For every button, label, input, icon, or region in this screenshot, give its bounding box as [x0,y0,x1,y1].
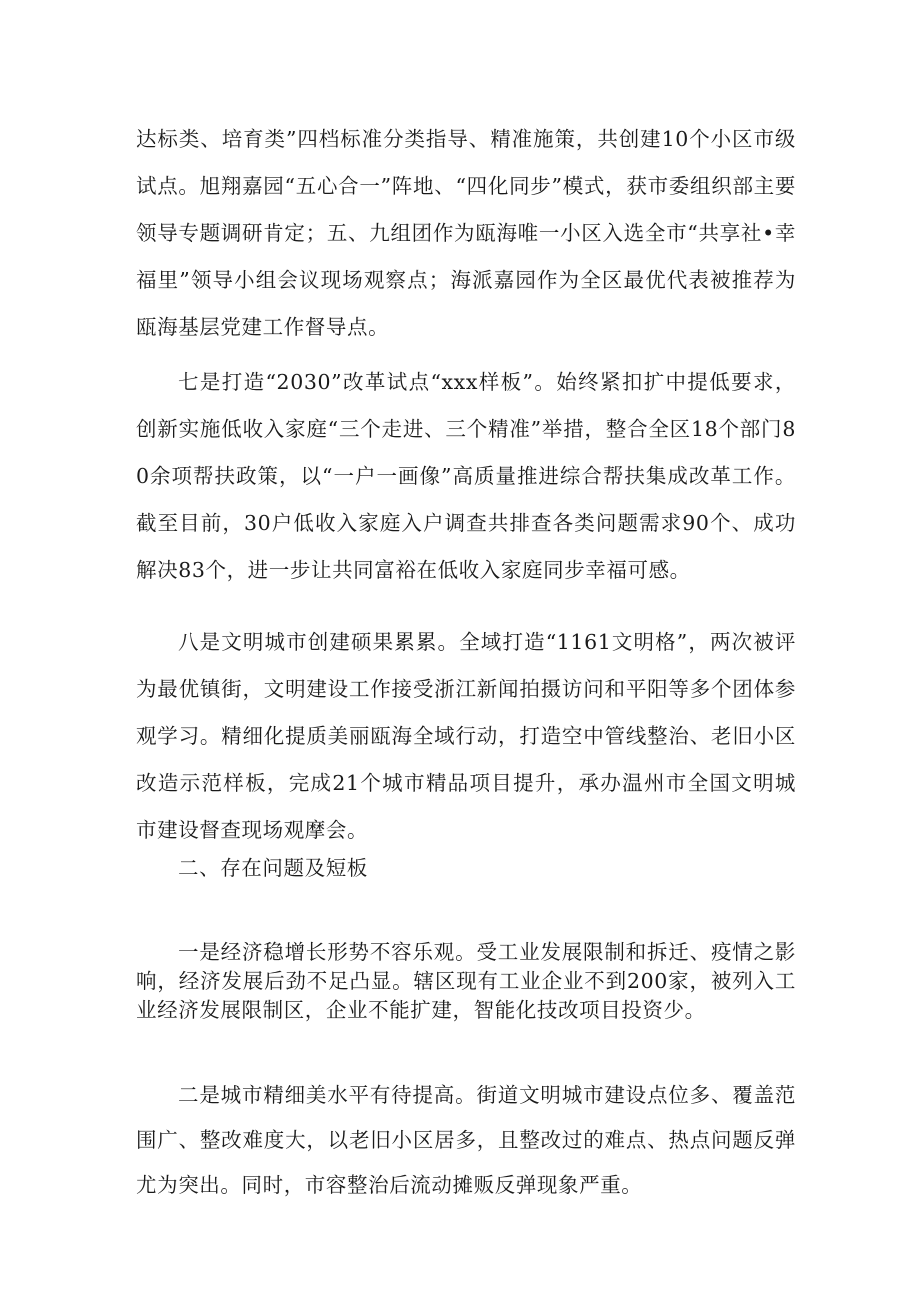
paragraph-civilized-city: 八是文明城市创建硕果累累。全域打造“1161文明格”，两次被评为最优镇街，文明建设工作接受浙江新闻拍摄访问和平阳等多个团体参观学习。精细化提质美丽瓯海全域行动，打造空中管线整治、老旧小区改造示范样板，完成21个城市精品项目提升，承办温州市全国文明城市建设督查现场观摩会。 [136,630,796,842]
paragraph-economic-growth: 一是经济稳增长形势不容乐观。受工业发展限制和拆迁、疫情之影响，经济发展后劲不足凸显。辖区现有工业企业不到200家，被列入工业经济发展限制区，企业不能扩建，智能化技改项目投资少。 [136,940,796,1022]
paragraph-urban-refinement: 二是城市精细美水平有待提高。街道文明城市建设点位多、覆盖范围广、整改难度大，以老旧小区居多，且整改过的难点、热点问题反弹尤为突出。同时，市容整治后流动摊贩反弹现象严重。 [136,1083,796,1197]
section-heading-problems: 二、存在问题及短板 [178,856,368,880]
paragraph-pilot-communities: 达标类、培育类”四档标准分类指导、精准施策，共创建10个小区市级试点。旭翔嘉园“五心合一”阵地、“四化同步”模式，获市委组织部主要领导专题调研肯定；五、九组团作为瓯海唯一小区入选全市“共享社•幸福里”领导小组会议现场观察点；海派嘉园作为全区最优代表被推荐为瓯海基层党建工作督导点。 [136,127,796,339]
paragraph-reform-pilot: 七是打造“2030”改革试点“xxx样板”。始终紧扣扩中提低要求，创新实施低收入家庭“三个走进、三个精准”举措，整合全区18个部门80余项帮扶政策，以“一户一画像”高质量推进综合帮扶集成改革工作。截至目前，30户低收入家庭入户调查共排查各类问题需求90个、成功解决83个，进一步让共同富裕在低收入家庭同步幸福可感。 [136,370,796,582]
